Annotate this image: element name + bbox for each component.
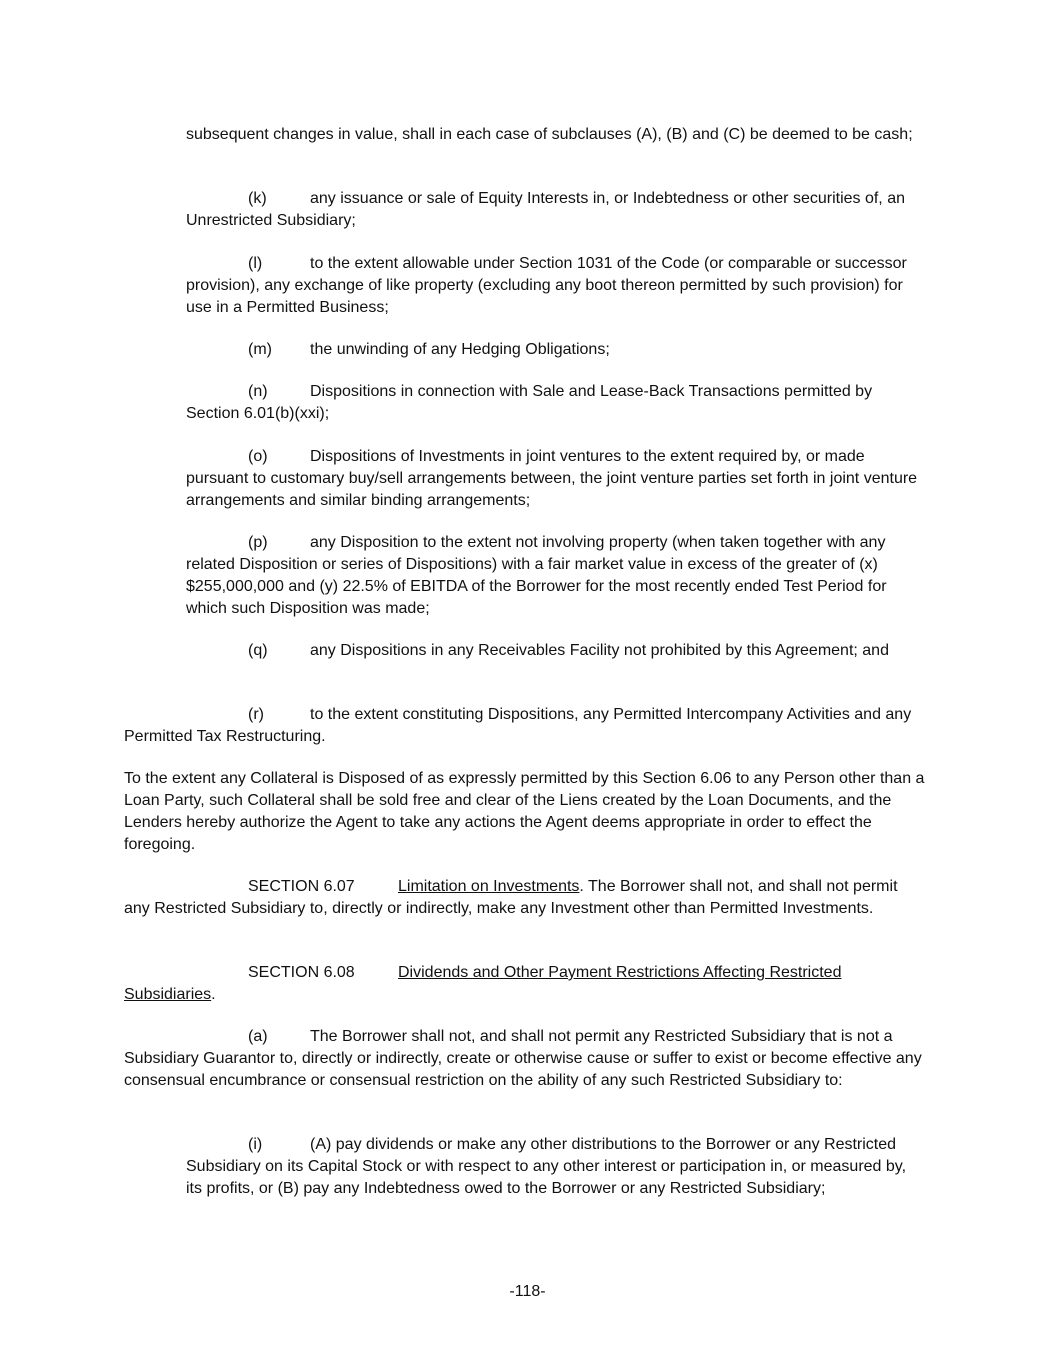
clause-label: (r) bbox=[248, 706, 264, 723]
clause-label: (a) bbox=[248, 1028, 268, 1045]
clause-q bbox=[186, 640, 926, 662]
clause-label: (o) bbox=[248, 448, 268, 465]
clause-label: (q) bbox=[248, 642, 268, 659]
clause-o bbox=[186, 446, 926, 512]
section-6-07 bbox=[124, 876, 926, 920]
clause-k bbox=[186, 188, 926, 232]
section-number: SECTION 6.08 bbox=[248, 964, 355, 981]
clause-text: The Borrower shall not, and shall not permit any Restricted Subsidiary that is not a Subsidiary Guarantor to, directly or indirectly, create or otherwise cause or suffer to exist or become effective any consensual encumbrance or consensual restriction on the ability of any such Restricted Subsidiary to: bbox=[124, 1028, 922, 1089]
section-title: Dividends and Other Payment Restrictions Affecting Restricted Subsidiaries bbox=[124, 964, 842, 1003]
clause-p bbox=[186, 532, 926, 620]
clause-label: (l) bbox=[248, 255, 263, 272]
section-title: Limitation on Investments bbox=[398, 878, 580, 895]
clause-text: any Dispositions in any Receivables Facility not prohibited by this Agreement; and bbox=[310, 642, 889, 659]
clause-m bbox=[186, 339, 926, 361]
clause-text: to the extent allowable under Section 1031 of the Code (or comparable or successor provision), any exchange of like property (excluding any boot thereon permitted by such provision) for use in a Permitted Business; bbox=[186, 255, 907, 316]
clause-text: to the extent constituting Dispositions, any Permitted Intercompany Activities and any Permitted Tax Restructuring. bbox=[124, 706, 912, 745]
clause-text: Dispositions of Investments in joint ventures to the extent required by, or made pursuant to customary buy/sell arrangements between, the joint venture parties set forth in joint venture arrangements and similar binding arrangements; bbox=[186, 448, 918, 509]
clause-text: any issuance or sale of Equity Interests in, or Indebtedness or other securities of, an Unrestricted Subsidiary; bbox=[186, 190, 905, 229]
clause-i bbox=[186, 1134, 926, 1200]
clause-label: (p) bbox=[248, 534, 268, 551]
page-number: -118- bbox=[509, 1283, 546, 1300]
clause-l bbox=[186, 253, 926, 319]
intro-paragraph: subsequent changes in value, shall in each case of subclauses (A), (B) and (C) be deemed to be cash; bbox=[186, 126, 913, 143]
clause-text: Dispositions in connection with Sale and Lease-Back Transactions permitted by Section 6.01(b)(xxi); bbox=[186, 383, 873, 422]
clause-a bbox=[124, 1026, 926, 1092]
clause-r bbox=[124, 704, 926, 748]
clause-text: (A) pay dividends or make any other distributions to the Borrower or any Restricted Subsidiary on its Capital Stock or with respect to any other interest or participation in, or measured by, its profits, or (B) pay any Indebtedness owed to the Borrower or any Restricted Subsidiary; bbox=[186, 1136, 907, 1197]
section-6-08 bbox=[124, 962, 926, 1006]
clause-n bbox=[186, 381, 926, 425]
section-number: SECTION 6.07 bbox=[248, 878, 355, 895]
section-body: . The Borrower shall not, and shall not permit any Restricted Subsidiary to, directly or indirectly, make any Investment other than Permitted Investments. bbox=[124, 878, 898, 917]
clause-label: (n) bbox=[248, 383, 268, 400]
clause-text: the unwinding of any Hedging Obligations; bbox=[310, 341, 610, 358]
section-title-end: . bbox=[211, 986, 216, 1003]
collateral-paragraph: To the extent any Collateral is Disposed of as expressly permitted by this Section 6.06 to any Person other than a Loan Party, such Collateral shall be sold free and clear of the Liens created by the Loan Documents, and the Lenders hereby authorize the Agent to take any actions the Agent deems appropriate in order to effect the foregoing. bbox=[124, 770, 925, 853]
clause-label: (m) bbox=[248, 341, 272, 358]
clause-label: (k) bbox=[248, 190, 267, 207]
clause-text: any Disposition to the extent not involving property (when taken together with any related Disposition or series of Dispositions) with a fair market value in excess of the greater of (x) $255,000,000 and (y) 22.5% of EBITDA of the Borrower for the most recently ended Test Period for which such Disposition was made; bbox=[186, 534, 887, 617]
clause-label: (i) bbox=[248, 1136, 263, 1153]
